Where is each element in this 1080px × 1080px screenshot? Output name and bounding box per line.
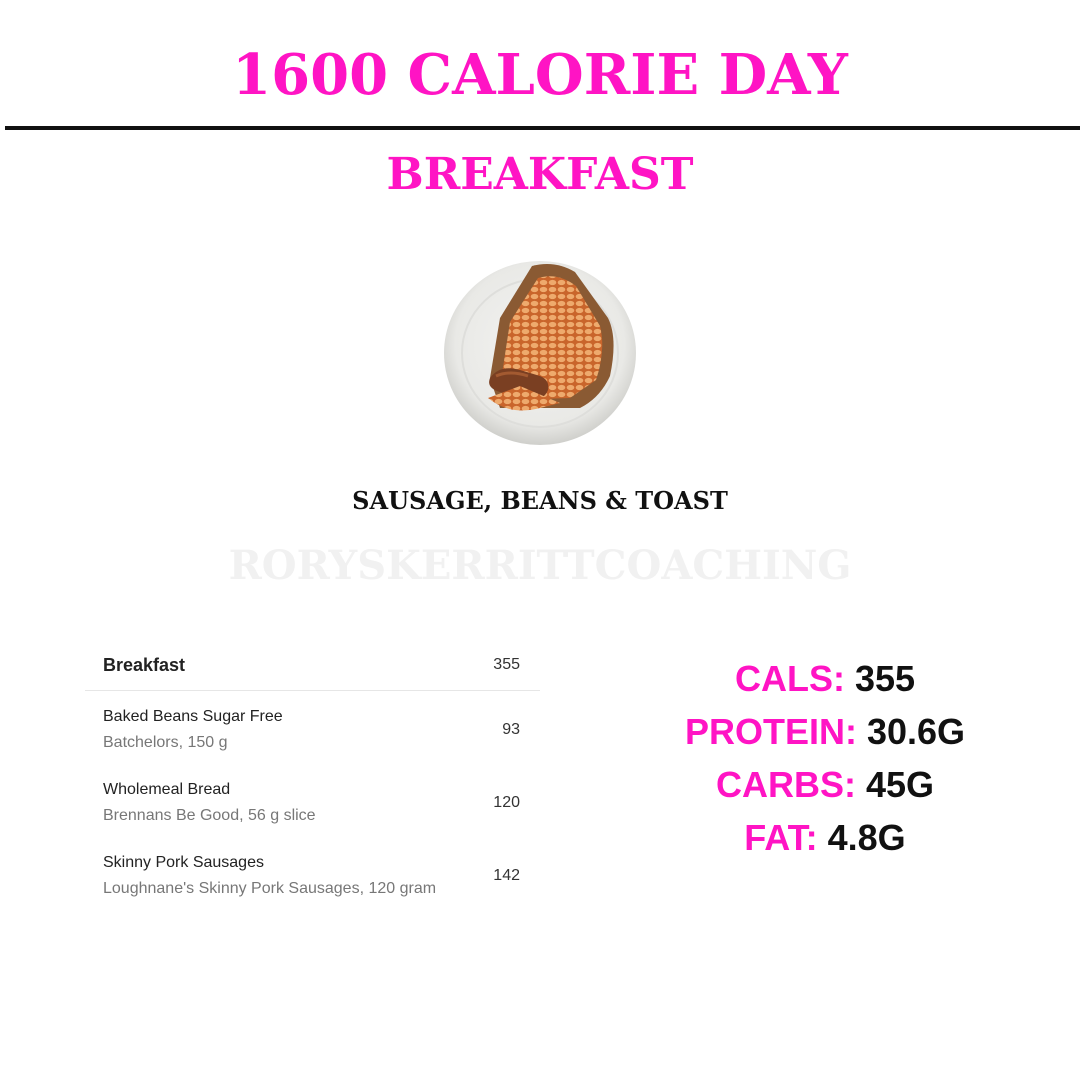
food-description: Brennans Be Good, 56 g slice [103,806,316,824]
food-calories: 93 [502,720,520,738]
food-name: Wholemeal Bread [103,780,231,798]
macros-summary [620,652,1030,864]
calories-label: CALS: [734,658,845,699]
food-row [85,839,540,912]
food-calories: 142 [493,866,520,884]
carbs-value: 45G [865,764,935,805]
title-divider [5,126,1080,130]
watermark: RORYSKERRITTCOACHING [228,542,852,589]
protein-value: 30.6G [866,711,966,752]
meal-name: Breakfast [103,654,186,675]
dish-photo [440,258,640,448]
meal-header-row [85,640,540,691]
meal-heading: BREAKFAST [386,149,694,200]
fat-label: FAT: [744,817,818,858]
protein-line [620,705,1030,758]
page-title: 1600 CALORIE DAY [232,42,848,108]
meal-calories: 355 [493,656,520,673]
food-description: Batchelors, 150 g [103,733,228,751]
food-row [85,766,540,839]
food-name: Baked Beans Sugar Free [103,707,283,725]
food-log-table [85,640,540,912]
carbs-label: CARBS: [715,764,856,805]
food-calories: 120 [493,793,520,811]
food-name: Skinny Pork Sausages [103,853,264,871]
food-description: Loughnane's Skinny Pork Sausages, 120 gram [103,879,437,897]
calories-value: 355 [854,658,916,699]
fat-value: 4.8G [827,817,906,858]
food-row [85,693,540,766]
calories-line [620,652,1030,705]
carbs-line [620,758,1030,811]
dish-name: SAUSAGE, BEANS & TOAST [352,486,728,515]
fat-line [620,811,1030,864]
protein-label: PROTEIN: [684,711,857,752]
